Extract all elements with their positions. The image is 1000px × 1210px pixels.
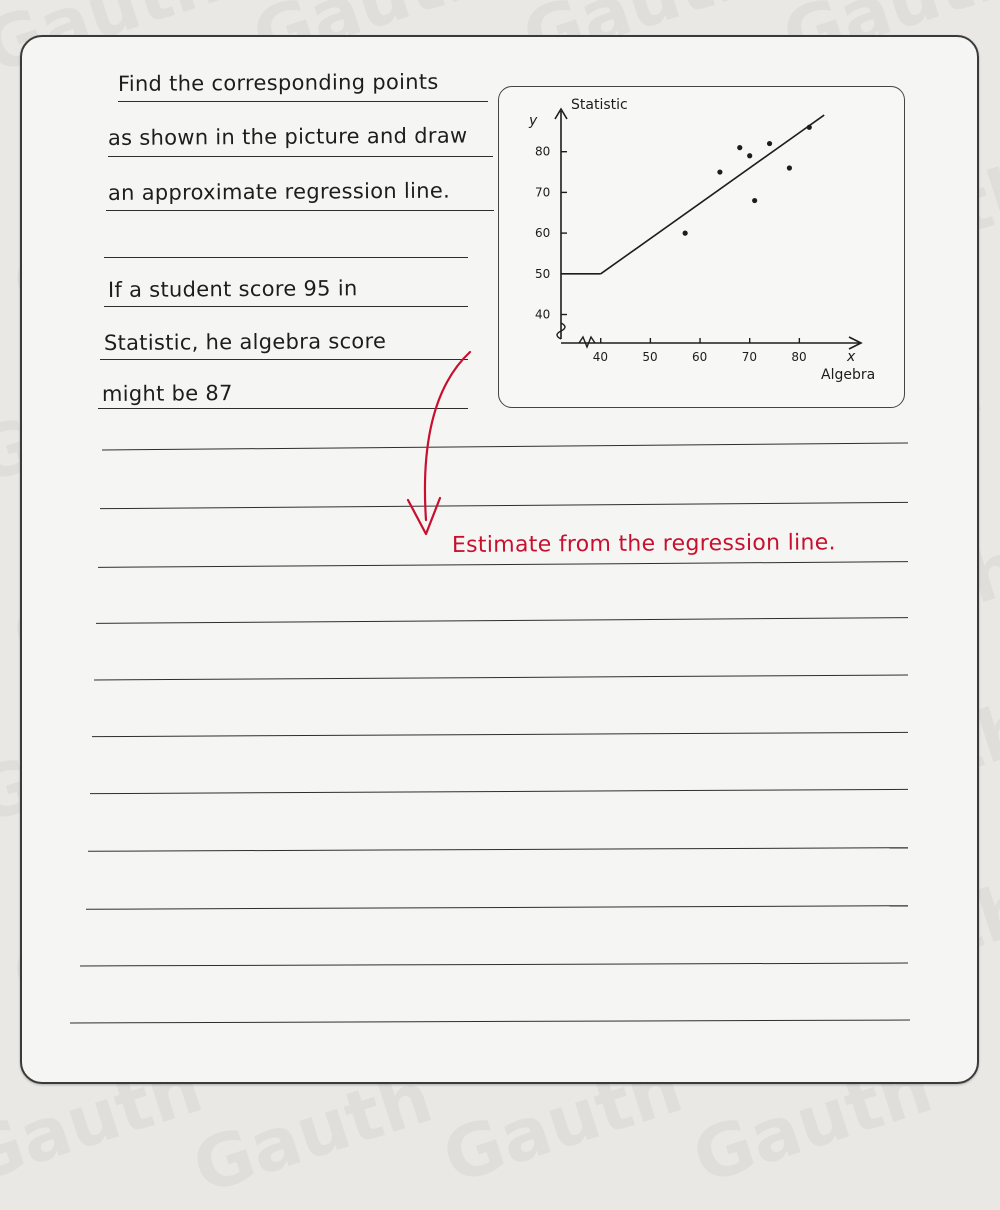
x-axis-title: Algebra: [821, 367, 876, 383]
x-tick-label: 40: [592, 350, 609, 364]
chart-points: [683, 125, 812, 236]
data-point: [787, 165, 792, 170]
x-tick-label: 70: [741, 350, 757, 364]
data-point: [767, 141, 772, 146]
chart-regression: [561, 115, 824, 274]
data-point: [752, 198, 757, 203]
data-point: [683, 231, 688, 236]
y-axis-letter: y: [529, 113, 538, 129]
ruled-line: [104, 306, 468, 307]
scatter-chart: [499, 87, 904, 407]
chart-ticks: [535, 145, 807, 364]
scatter-chart-panel: [498, 86, 905, 408]
y-tick-label: 70: [535, 185, 551, 200]
y-tick-label: 60: [535, 226, 551, 241]
data-point: [807, 125, 812, 130]
answer-line-3: might be 87: [101, 381, 233, 406]
chart-axes: [528, 97, 875, 383]
data-point: [737, 145, 742, 150]
data-point: [747, 153, 752, 158]
x-axis-break: [579, 337, 595, 347]
problem-line-3: an approximate regression line.: [107, 178, 451, 205]
ruled-line: [106, 210, 494, 211]
ruled-line: [108, 156, 493, 157]
problem-line-2: as shown in the picture and draw: [107, 123, 468, 150]
y-tick-label: 40: [535, 307, 551, 322]
answer-line-1: If a student score 95 in: [107, 276, 358, 302]
y-tick-label: 50: [535, 266, 551, 281]
regression-line: [601, 115, 824, 274]
x-tick-label: 50: [642, 350, 658, 364]
hint-text: Estimate from the regression line.: [451, 530, 836, 558]
data-point: [717, 169, 722, 174]
chart-title: Statistic: [571, 97, 628, 113]
problem-line-1: Find the corresponding points: [117, 69, 439, 96]
y-tick-label: 80: [535, 144, 551, 159]
answer-line-2: Statistic, he algebra score: [103, 329, 387, 355]
x-axis-letter: x: [847, 349, 856, 365]
ruled-line: [98, 408, 468, 409]
ruled-line: [104, 257, 468, 258]
ruled-line: [118, 101, 488, 102]
x-tick-label: 60: [692, 350, 708, 364]
ruled-line: [100, 359, 468, 360]
x-tick-label: 80: [791, 350, 807, 364]
